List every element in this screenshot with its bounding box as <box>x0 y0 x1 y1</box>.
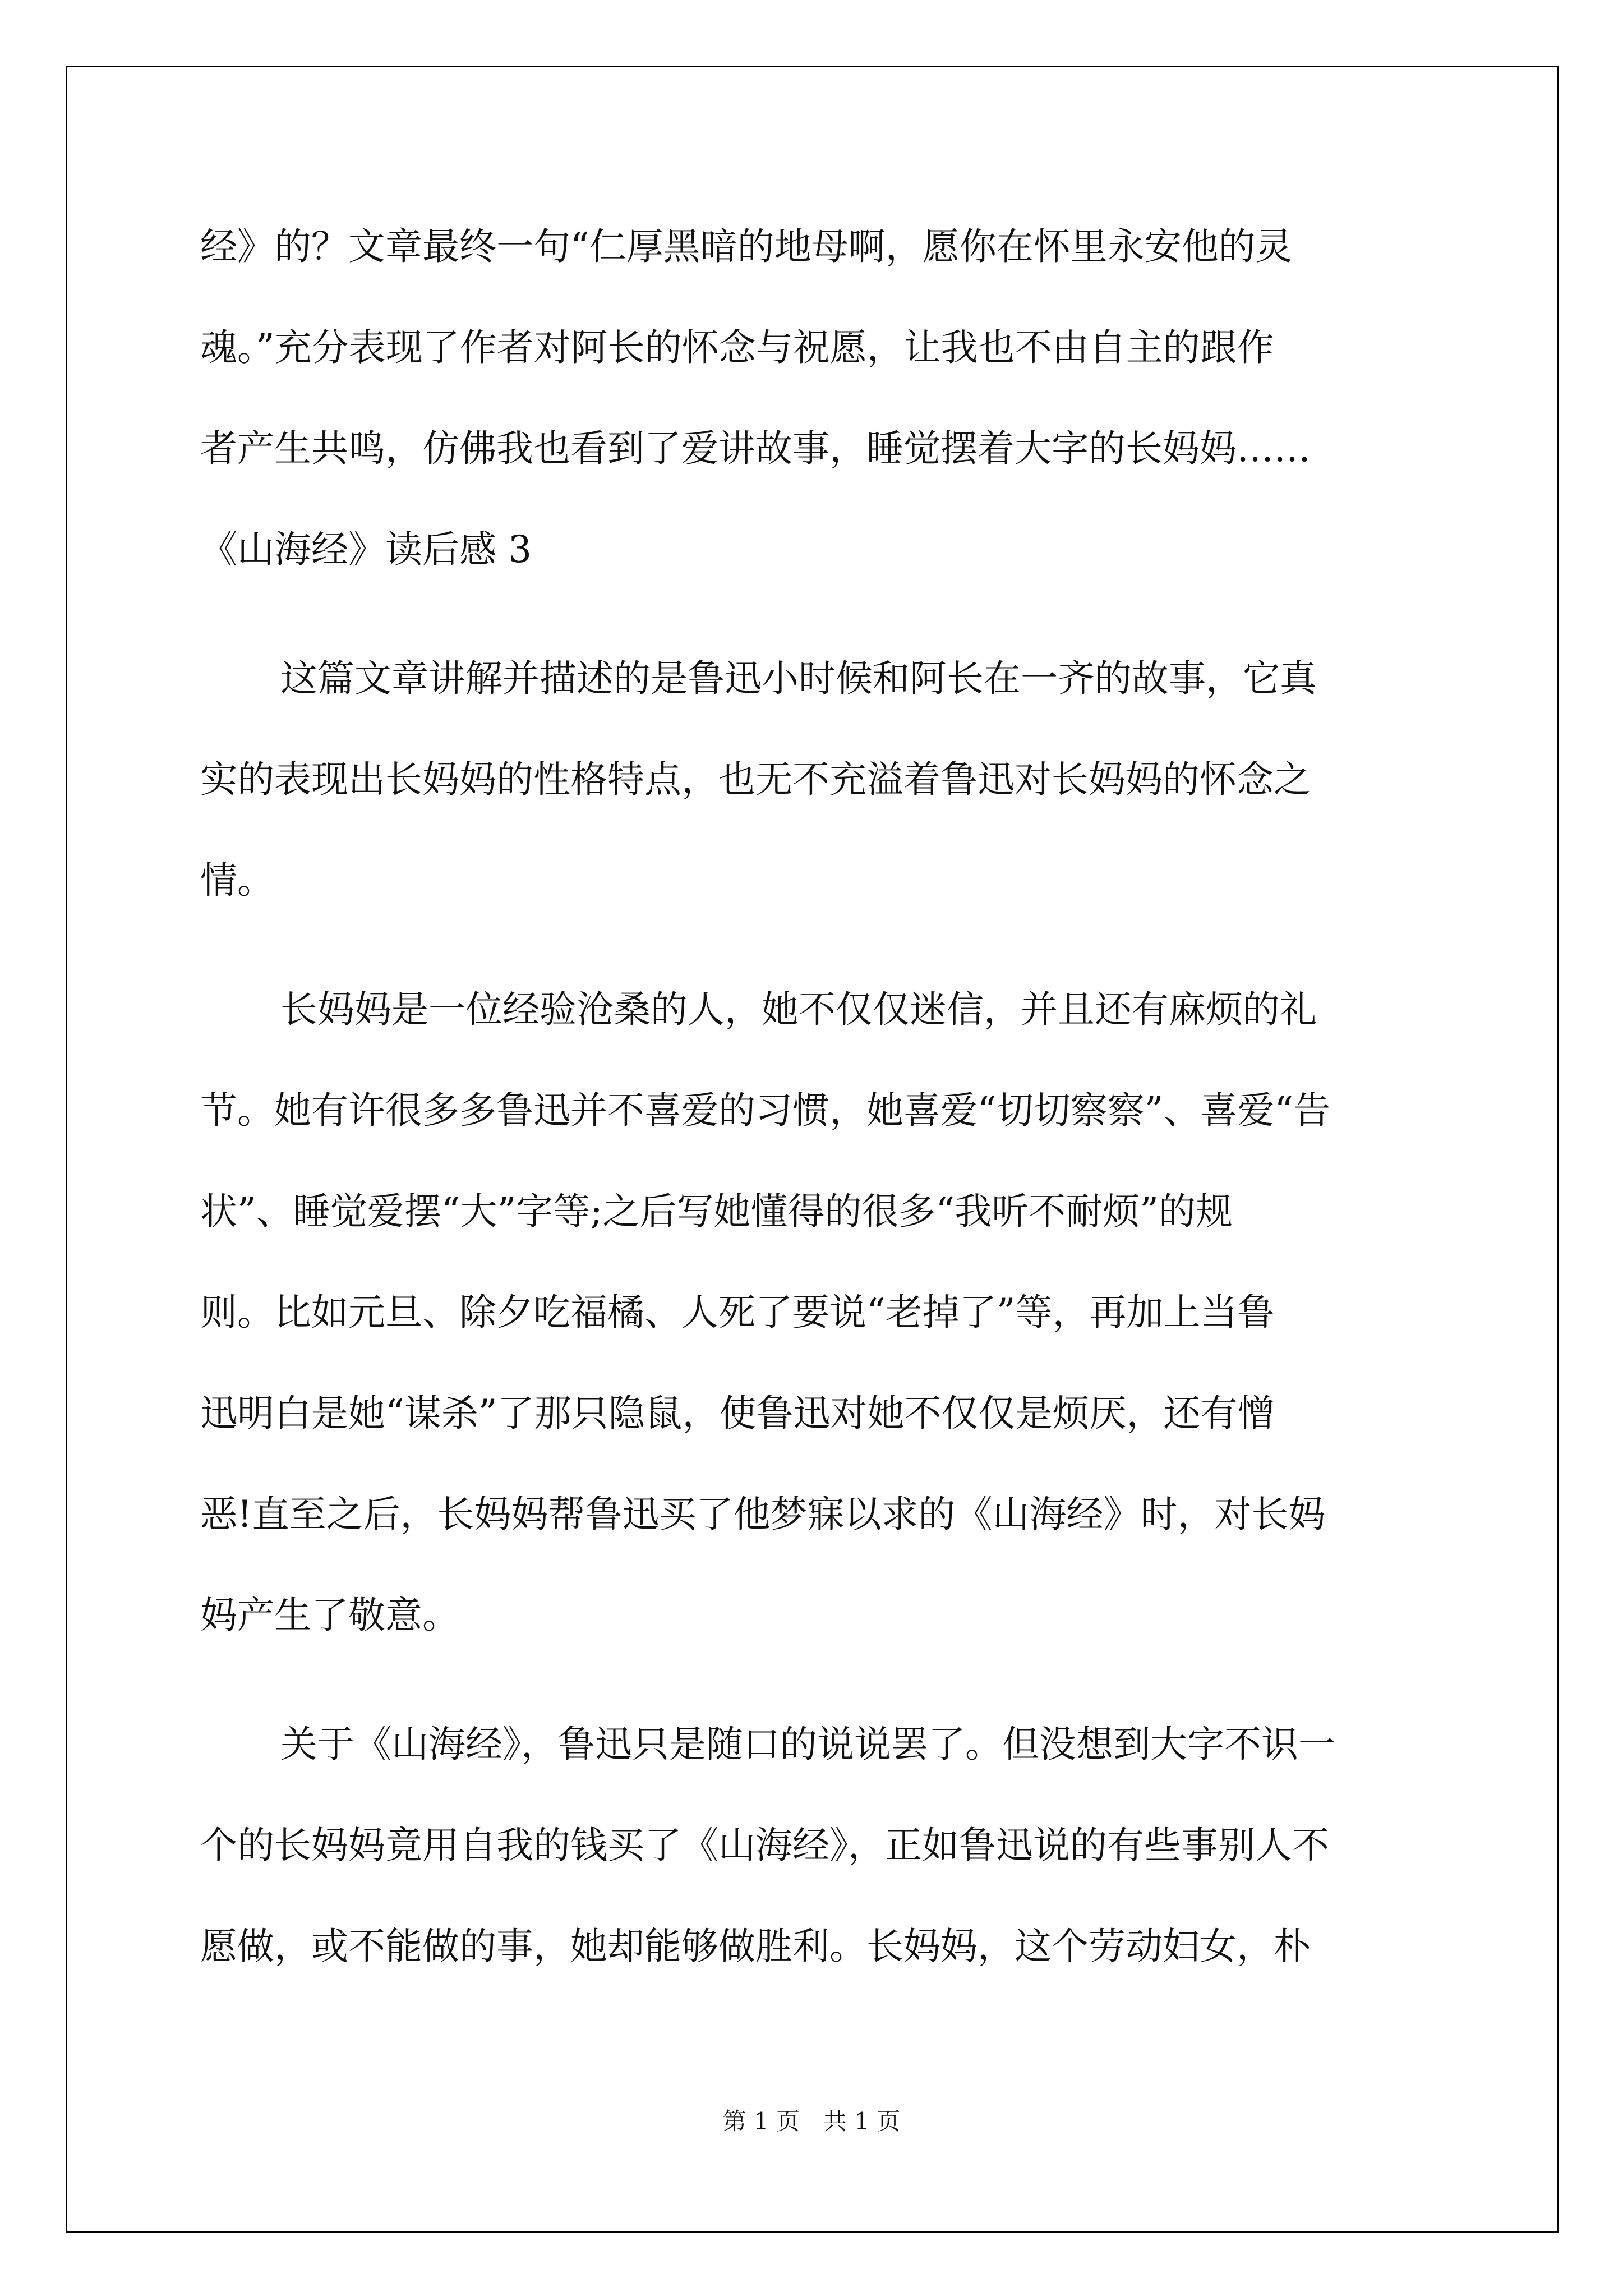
text-line: 迅明白是她“谋杀”了那只隐鼠，使鲁迅对她不仅仅是烦厌，还有憎 <box>200 1392 1275 1435</box>
text-line: 状”、睡觉爱摆“大”字等;之后写她懂得的很多“我听不耐烦”的规 <box>200 1190 1233 1233</box>
text-line: 这篇文章讲解并描述的是鲁迅小时候和阿长在一齐的故事，它真 <box>280 657 1317 700</box>
text-line: 节。她有许很多多鲁迅并不喜爱的习惯，她喜爱“切切察察”、喜爱“告 <box>200 1089 1331 1132</box>
text-line: 则。比如元旦、除夕吃福橘、人死了要说“老掉了”等，再加上当鲁 <box>200 1291 1275 1334</box>
text-line: 长妈妈是一位经验沧桑的人，她不仅仅迷信，并且还有麻烦的礼 <box>280 988 1317 1031</box>
text-line: 魂。”充分表现了作者对阿长的怀念与祝愿，让我也不由自主的跟作 <box>200 326 1274 369</box>
text-line: 关于《山海经》，鲁迅只是随口的说说罢了。但没想到大字不识一 <box>280 1723 1335 1766</box>
section-heading: 《山海经》读后感 3 <box>200 528 532 571</box>
text-line: 愿做，或不能做的事，她却能够做胜利。长妈妈，这个劳动妇女，朴 <box>200 1925 1311 1968</box>
text-line: 实的表现出长妈妈的性格特点，也无不充溢着鲁迅对长妈妈的怀念之 <box>200 758 1311 801</box>
text-line: 经》的？文章最终一句“仁厚黑暗的地母啊，愿你在怀里永安他的灵 <box>200 225 1293 268</box>
page-border <box>66 66 1559 2233</box>
text-line: 恶!直至之后，长妈妈帮鲁迅买了他梦寐以求的《山海经》时，对长妈 <box>200 1493 1326 1536</box>
text-line: 者产生共鸣，仿佛我也看到了爱讲故事，睡觉摆着大字的长妈妈…… <box>200 427 1311 470</box>
text-line: 妈产生了敬意。 <box>200 1594 459 1637</box>
text-line: 情。 <box>200 859 274 902</box>
text-line: 个的长妈妈竟用自我的钱买了《山海经》，正如鲁迅说的有些事别人不 <box>200 1824 1329 1867</box>
page-number: 第 1 页 共 1 页 <box>722 2108 901 2135</box>
